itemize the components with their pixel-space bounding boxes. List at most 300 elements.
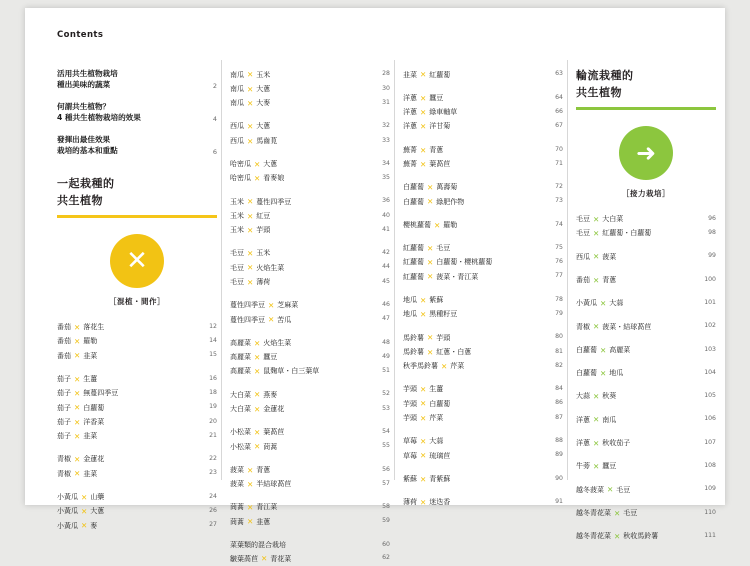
entry-plant-a: 蔓性四季豆 <box>230 301 265 310</box>
entry-plant-b: 紅蘿蔔 <box>429 70 451 79</box>
list-item[interactable] <box>403 68 563 82</box>
list-item[interactable] <box>403 181 563 195</box>
list-spacer <box>576 497 716 506</box>
entry-plant-a: 蕪菁 <box>403 145 417 154</box>
entry-plant-a: 洋蔥 <box>576 415 590 424</box>
entry-plant-b: 青江菜 <box>256 503 278 512</box>
cross-icon: ✕ <box>247 84 254 94</box>
list-item[interactable] <box>57 453 217 467</box>
list-item[interactable] <box>403 195 563 209</box>
entry-plant-b: 毛豆 <box>616 485 631 494</box>
entry-page: 32 <box>382 122 390 130</box>
entry-plant-b: 火焰生菜 <box>263 338 292 347</box>
list-item[interactable] <box>57 372 217 386</box>
cross-icon: ✕ <box>593 392 600 402</box>
cross-icon: ✕ <box>614 531 621 541</box>
list-item[interactable] <box>230 538 390 552</box>
column-two-entry-list <box>230 68 390 566</box>
entry-page: 18 <box>209 389 217 397</box>
list-spacer <box>403 486 563 495</box>
entry-plant-b: 葉萵苣 <box>429 160 451 169</box>
list-spacer <box>403 374 563 383</box>
intro-item[interactable] <box>57 68 217 90</box>
list-item[interactable] <box>230 157 390 171</box>
entry-plant-b: 毛豆 <box>436 244 451 253</box>
entry-page: 108 <box>704 461 716 469</box>
list-item[interactable] <box>230 299 390 313</box>
entry-page: 12 <box>209 322 217 330</box>
cross-icon: ✕ <box>420 93 427 103</box>
list-item[interactable] <box>230 552 390 566</box>
intro-item-text: 活用共生植物栽培 種出美味的蔬菜 <box>57 69 118 89</box>
section-two-title: 輪流栽種的 共生植物 <box>576 69 634 99</box>
list-spacer <box>230 417 390 426</box>
entry-plant-a: 茄子 <box>57 389 71 398</box>
entry-plant-a: 毛豆 <box>230 249 244 258</box>
entry-plant-a: 茄子 <box>57 432 71 441</box>
entry-plant-b: 秋收馬鈴薯 <box>623 532 659 541</box>
intro-item-text: 何謂共生植物？ 4 種共生植物栽培的效果 <box>57 102 141 122</box>
entry-plant-b: 大蒜 <box>609 299 624 308</box>
intro-item-text: 發揮出最佳效果 栽培的基本和重點 <box>57 135 118 155</box>
entry-plant-a: 哈密瓜 <box>230 174 251 183</box>
entry-page: 96 <box>708 214 716 222</box>
entry-plant-a: 番茄 <box>576 275 590 284</box>
list-item[interactable] <box>230 224 390 238</box>
entry-plant-a: 茼蒿 <box>230 517 244 526</box>
cross-icon: ✕ <box>420 70 427 80</box>
entry-plant-a: 青椒 <box>576 322 590 331</box>
entry-page: 54 <box>382 428 390 436</box>
list-item[interactable] <box>403 242 563 256</box>
cross-icon: ✕ <box>420 413 427 423</box>
cross-icon: ✕ <box>427 347 434 357</box>
entry-plant-b: 南瓜 <box>602 415 617 424</box>
cross-icon: ✕ <box>434 220 441 230</box>
entry-page: 36 <box>382 197 390 205</box>
entry-plant-a: 大白菜 <box>230 404 251 413</box>
intro-item[interactable] <box>57 101 217 123</box>
entry-plant-b: 生薑 <box>83 374 98 383</box>
entry-plant-a: 番茄 <box>57 351 71 360</box>
cross-icon: ✕ <box>74 374 81 384</box>
entry-plant-a: 越冬青花菜 <box>576 508 611 517</box>
list-item[interactable] <box>230 313 390 327</box>
cross-icon: ✕ <box>247 136 254 146</box>
section-one-header <box>57 176 217 218</box>
list-item[interactable] <box>403 91 563 105</box>
entry-plant-a: 毛豆 <box>576 229 590 238</box>
entry-plant-a: 番茄 <box>57 337 71 346</box>
entry-page: 67 <box>555 122 563 130</box>
list-item[interactable] <box>403 308 563 322</box>
list-item[interactable] <box>403 411 563 425</box>
entry-plant-b: 洋香菜 <box>83 417 105 426</box>
cross-icon: ✕ <box>427 258 434 268</box>
entry-plant-b: 玉米 <box>256 70 271 79</box>
entry-page: 100 <box>704 275 716 283</box>
list-item[interactable] <box>230 426 390 440</box>
entry-plant-b: 萬壽菊 <box>436 183 458 192</box>
list-item[interactable] <box>576 343 716 357</box>
cross-icon: ✕ <box>593 461 600 471</box>
cross-icon: ✕ <box>427 272 434 282</box>
list-item[interactable] <box>403 472 563 486</box>
list-item[interactable] <box>403 293 563 307</box>
list-item[interactable] <box>403 218 563 232</box>
entry-plant-b: 大蔥 <box>90 507 105 516</box>
list-item[interactable] <box>230 120 390 134</box>
list-item[interactable] <box>230 388 390 402</box>
entry-plant-a: 櫻桃蘿蔔 <box>403 220 431 229</box>
entry-plant-a: 玉米 <box>230 211 244 220</box>
entry-page: 79 <box>555 310 563 318</box>
list-item[interactable] <box>57 467 217 481</box>
entry-plant-b: 羅勒 <box>83 337 98 346</box>
list-item[interactable] <box>57 519 217 533</box>
cross-icon: ✕ <box>247 517 254 527</box>
list-item[interactable] <box>576 390 716 404</box>
list-spacer <box>403 322 563 331</box>
list-item[interactable] <box>403 397 563 411</box>
section-two-badge <box>576 126 716 199</box>
entry-plant-a: 小黃瓜 <box>576 299 597 308</box>
list-item[interactable] <box>403 106 563 120</box>
entry-page: 104 <box>704 368 716 376</box>
cross-icon: ✕ <box>441 361 448 371</box>
cross-icon: ✕ <box>420 145 427 155</box>
cross-icon: ✕ <box>247 277 254 287</box>
list-spacer <box>576 381 716 390</box>
entry-plant-a: 越冬青花菜 <box>576 532 611 541</box>
list-item[interactable] <box>403 270 563 284</box>
entry-plant-a: 玉米 <box>230 226 244 235</box>
entry-page: 27 <box>209 521 217 529</box>
cross-icon: ✕ <box>420 159 427 169</box>
entry-page: 63 <box>555 70 563 78</box>
entry-plant-a: 紅蘿蔔 <box>403 244 424 253</box>
cross-icon: ✕ <box>254 428 261 438</box>
entry-plant-b: 大蒜 <box>429 437 444 446</box>
cross-icon: ✕ <box>74 469 81 479</box>
entry-page: 107 <box>704 438 716 446</box>
entry-page: 80 <box>555 333 563 341</box>
section-two-badge-label: ［接力栽培］ <box>622 188 670 198</box>
arrow-right-icon: ➜ <box>619 126 673 180</box>
entry-page: 98 <box>708 229 716 237</box>
entry-plant-b: 落花生 <box>83 323 105 332</box>
list-item[interactable] <box>403 256 563 270</box>
entry-plant-b: 青蔥 <box>602 275 617 284</box>
entry-plant-b: 紅蘿蔔・白蘿蔔 <box>602 229 652 238</box>
entry-plant-b: 綠肥作物 <box>436 197 465 206</box>
entry-plant-a: 草莓 <box>403 437 417 446</box>
cross-icon: ✕ <box>74 389 81 399</box>
entry-page: 52 <box>382 390 390 398</box>
entry-page: 109 <box>704 485 716 493</box>
entry-page: 23 <box>209 469 217 477</box>
entry-plant-a: 紅蘿蔔 <box>403 272 424 281</box>
entry-plant-a: 毛豆 <box>230 263 244 272</box>
entry-page: 48 <box>382 338 390 346</box>
entry-plant-b: 燕麥 <box>263 390 278 399</box>
list-item[interactable] <box>57 415 217 429</box>
entry-plant-b: 麥 <box>90 521 98 530</box>
list-item[interactable] <box>576 460 716 474</box>
entry-page: 19 <box>209 403 217 411</box>
entry-plant-b: 芋頭 <box>256 226 271 235</box>
cross-icon: ✕ <box>247 122 254 132</box>
entry-plant-b: 蔓性四季豆 <box>256 197 292 206</box>
list-spacer <box>230 238 390 247</box>
section-one-entry-list <box>57 321 217 534</box>
entry-plant-a: 白蘿蔔 <box>576 345 597 354</box>
entry-plant-a: 白蘿蔔 <box>403 183 424 192</box>
list-spacer <box>576 520 716 529</box>
cross-icon: ✕ <box>254 404 261 414</box>
list-item[interactable] <box>230 275 390 289</box>
list-item[interactable] <box>576 213 716 227</box>
entry-plant-a: 蔓性四季豆 <box>230 315 265 324</box>
entry-page: 21 <box>209 431 217 439</box>
entry-plant-b: 韭菜 <box>83 432 98 441</box>
entry-page: 40 <box>382 211 390 219</box>
list-item[interactable] <box>576 483 716 497</box>
list-item[interactable] <box>57 505 217 519</box>
section-one-title: 一起栽種的 共生植物 <box>57 177 115 207</box>
entry-plant-a: 小松菜 <box>230 428 251 437</box>
list-item[interactable] <box>230 209 390 223</box>
intro-item-page: 2 <box>212 82 217 90</box>
list-spacer <box>403 134 563 143</box>
entry-plant-a: 地瓜 <box>403 296 417 305</box>
entry-plant-a: 白蘿蔔 <box>576 369 597 378</box>
list-item[interactable] <box>403 383 563 397</box>
intro-item[interactable] <box>57 134 217 156</box>
entry-plant-b: 芹菜 <box>429 413 444 422</box>
list-item[interactable] <box>576 413 716 427</box>
list-item[interactable] <box>403 345 563 359</box>
list-item[interactable] <box>576 506 716 520</box>
entry-plant-a: 秋季馬鈴薯 <box>403 362 438 371</box>
entry-page: 55 <box>382 442 390 450</box>
list-item[interactable] <box>230 82 390 96</box>
entry-plant-b: 半結球萵苣 <box>256 480 292 489</box>
list-item[interactable] <box>57 387 217 401</box>
list-item[interactable] <box>230 97 390 111</box>
cross-icon: ✕ <box>593 275 600 285</box>
cross-icon: ✕ <box>247 98 254 108</box>
entry-plant-b: 茼蒿 <box>263 442 278 451</box>
entry-page: 49 <box>382 352 390 360</box>
list-item[interactable] <box>230 195 390 209</box>
entry-plant-a: 玉米 <box>230 197 244 206</box>
list-item[interactable] <box>57 490 217 504</box>
list-item[interactable] <box>576 297 716 311</box>
list-item[interactable] <box>403 360 563 374</box>
entry-plant-b: 看麥娘 <box>263 174 285 183</box>
entry-page: 102 <box>704 322 716 330</box>
entry-plant-b: 青花菜 <box>270 554 292 563</box>
cross-icon: ✕ <box>268 315 275 325</box>
column-three-entry-list <box>403 68 563 510</box>
entry-plant-b: 地瓜 <box>609 369 624 378</box>
list-item[interactable] <box>576 273 716 287</box>
entry-page: 44 <box>382 263 390 271</box>
entry-page: 86 <box>555 399 563 407</box>
cross-icon: ✕ <box>254 159 261 169</box>
entry-plant-a: 草莓 <box>403 451 417 460</box>
list-item[interactable] <box>403 435 563 449</box>
list-item[interactable] <box>230 336 390 350</box>
list-item[interactable] <box>57 429 217 443</box>
entry-plant-a: 越冬菠菜 <box>576 485 604 494</box>
list-item[interactable] <box>230 351 390 365</box>
list-item[interactable] <box>230 365 390 379</box>
entry-page: 103 <box>704 345 716 353</box>
list-item[interactable] <box>576 320 716 334</box>
entry-plant-b: 羅勒 <box>443 220 458 229</box>
entry-plant-a: 番茄 <box>57 323 71 332</box>
entry-page: 81 <box>555 347 563 355</box>
entry-page: 42 <box>382 249 390 257</box>
entry-page: 66 <box>555 107 563 115</box>
list-item[interactable] <box>403 495 563 509</box>
list-spacer <box>576 427 716 436</box>
list-spacer <box>403 284 563 293</box>
list-item[interactable] <box>403 157 563 171</box>
entry-plant-b: 蠶豆 <box>429 93 444 102</box>
list-item[interactable] <box>230 477 390 491</box>
entry-plant-a: 大白菜 <box>230 390 251 399</box>
list-item[interactable] <box>576 436 716 450</box>
list-item[interactable] <box>57 335 217 349</box>
entry-plant-b: 苦瓜 <box>277 315 292 324</box>
entry-plant-b: 蠶豆 <box>602 462 617 471</box>
entry-page: 41 <box>382 225 390 233</box>
entry-page: 99 <box>708 252 716 260</box>
column-three <box>403 68 563 510</box>
entry-plant-a: 地瓜 <box>403 310 417 319</box>
entry-plant-b: 紅豆 <box>256 211 271 220</box>
entry-plant-a: 紫蘇 <box>403 474 417 483</box>
list-spacer <box>403 463 563 472</box>
cross-icon: ✕ <box>247 249 254 259</box>
entry-plant-b: 菠菜・青江菜 <box>436 272 479 281</box>
list-item[interactable] <box>230 463 390 477</box>
entry-plant-b: 芝麻菜 <box>277 301 299 310</box>
entry-page: 53 <box>382 404 390 412</box>
cross-icon: ✕ <box>74 417 81 427</box>
entry-plant-a: 菜葉類的混合栽培 <box>230 540 286 549</box>
list-item[interactable] <box>57 349 217 363</box>
entry-plant-b: 菠菜 <box>602 252 617 261</box>
list-item[interactable] <box>576 227 716 241</box>
entry-plant-b: 薄荷 <box>256 278 271 287</box>
cross-icon: ✕ <box>420 295 427 305</box>
cross-icon: ✕ <box>81 506 88 516</box>
section-one-badge-label: ［混植・間作］ <box>109 296 165 306</box>
entry-page: 57 <box>382 479 390 487</box>
entry-plant-b: 無蔓四季豆 <box>83 389 119 398</box>
column-two <box>230 68 390 566</box>
cross-icon: ✕ <box>247 263 254 273</box>
cross-icon: ✕ <box>607 485 614 495</box>
entry-plant-b: 洋甘菊 <box>429 122 451 131</box>
list-item[interactable] <box>57 321 217 335</box>
entry-plant-b: 韭菜 <box>83 351 98 360</box>
entry-plant-b: 火焰生菜 <box>256 263 285 272</box>
entry-plant-b: 生薑 <box>429 385 444 394</box>
list-spacer <box>576 288 716 297</box>
list-item[interactable] <box>576 250 716 264</box>
entry-plant-a: 毛豆 <box>230 278 244 287</box>
cross-icon: ✕ <box>420 385 427 395</box>
entry-page: 75 <box>555 243 563 251</box>
entry-plant-a: 小松菜 <box>230 442 251 451</box>
list-spacer <box>230 148 390 157</box>
cross-icon: ✕ <box>420 451 427 461</box>
list-item[interactable] <box>230 247 390 261</box>
cross-icon: ✕ <box>593 438 600 448</box>
entry-plant-b: 綠車軸草 <box>429 108 458 117</box>
list-item[interactable] <box>230 172 390 186</box>
entry-page: 56 <box>382 465 390 473</box>
cross-icon: ✕ <box>247 225 254 235</box>
list-item[interactable] <box>230 68 390 82</box>
list-item[interactable] <box>57 401 217 415</box>
list-item[interactable] <box>403 120 563 134</box>
entry-plant-b: 金蓮花 <box>83 455 105 464</box>
cross-icon: ✕ <box>261 554 268 564</box>
page-title: Contents <box>57 30 104 40</box>
entry-plant-a: 南瓜 <box>230 84 244 93</box>
list-item[interactable] <box>576 529 716 543</box>
cross-icon: ✕ <box>247 70 254 80</box>
entry-plant-b: 白蘿蔔 <box>83 403 105 412</box>
entry-plant-b: 蠶豆 <box>263 353 278 362</box>
entry-plant-b: 黑種籽豆 <box>429 310 458 319</box>
list-item[interactable] <box>230 515 390 529</box>
cross-icon: ✕ <box>247 479 254 489</box>
entry-page: 20 <box>209 417 217 425</box>
cross-icon: ✕ <box>420 310 427 320</box>
list-item[interactable] <box>403 331 563 345</box>
cross-icon: ✕ <box>593 415 600 425</box>
list-item[interactable] <box>403 143 563 157</box>
cross-icon: ✕ <box>427 243 434 253</box>
entry-page: 34 <box>382 159 390 167</box>
list-item[interactable] <box>403 449 563 463</box>
entry-plant-a: 茄子 <box>57 403 71 412</box>
entry-plant-a: 小黃瓜 <box>57 507 78 516</box>
entry-plant-a: 洋蔥 <box>576 438 590 447</box>
entry-page: 58 <box>382 503 390 511</box>
list-item[interactable] <box>230 261 390 275</box>
entry-plant-a: 大蒜 <box>576 392 590 401</box>
entry-plant-a: 西瓜 <box>576 252 590 261</box>
entry-plant-a: 菠菜 <box>230 480 244 489</box>
list-item[interactable] <box>230 134 390 148</box>
list-item[interactable] <box>230 440 390 454</box>
list-item[interactable] <box>230 402 390 416</box>
entry-plant-b: 金蓮花 <box>263 404 285 413</box>
entry-page: 84 <box>555 385 563 393</box>
entry-plant-b: 紅蔥・白蔥 <box>436 347 472 356</box>
list-item[interactable] <box>576 366 716 380</box>
entry-plant-b: 大麥 <box>256 99 271 108</box>
entry-page: 45 <box>382 277 390 285</box>
